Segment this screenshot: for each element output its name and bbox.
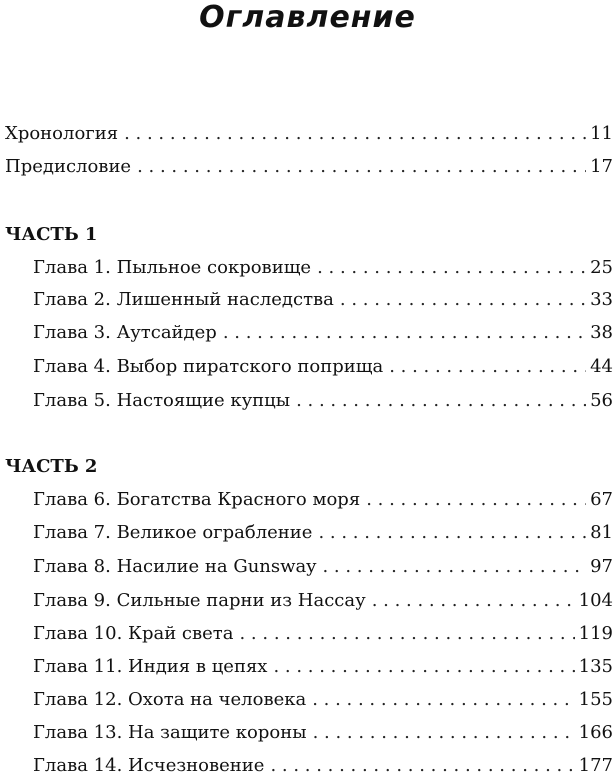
dot-leader [137,156,586,178]
dot-leader [273,656,574,678]
toc-entry-label: Глава 9. Сильные парни из Нассау [33,590,366,611]
toc-entry-page: 33 [590,289,613,310]
dot-leader [372,590,575,612]
toc-entry-label: Глава 10. Край света [33,623,234,644]
toc-entry-page: 67 [590,489,613,510]
page-title: Оглавление [199,0,416,35]
part-heading: ЧАСТЬ 1 [5,224,98,245]
toc-entry-chapter[interactable] [33,656,613,678]
toc-entry-page: 44 [590,356,613,377]
toc-entry-label: Глава 5. Настоящие купцы [33,390,291,411]
toc-entry-label: Глава 8. Насилие на Gunsway [33,556,317,577]
toc-entry-chapter[interactable] [33,755,613,777]
dot-leader [322,556,586,578]
toc-entry-chapter[interactable] [33,722,613,744]
toc-entry-chapter[interactable] [33,689,613,711]
toc-entry-chapter[interactable] [33,356,613,378]
toc-entry-chapter[interactable] [33,390,613,412]
toc-entry-page: 177 [578,755,613,776]
toc-entry-label: Предисловие [5,156,132,177]
toc-entry-page: 135 [578,656,613,677]
part-heading: ЧАСТЬ 2 [5,456,98,477]
toc-entry-chapter[interactable] [33,489,613,511]
dot-leader [223,322,586,344]
toc-entry-page: 104 [578,590,613,611]
toc-entry-label: Глава 14. Исчезновение [33,755,265,776]
dot-leader [317,257,586,279]
toc-entry-label: Глава 3. Аутсайдер [33,322,217,343]
dot-leader [366,489,586,511]
dot-leader [389,356,586,378]
toc-entry-page: 25 [590,257,613,278]
toc-entry-chapter[interactable] [33,289,613,311]
toc-entry-page: 97 [590,556,613,577]
toc-entry-label: Глава 6. Богатства Красного моря [33,489,361,510]
toc-entry-label: Глава 4. Выбор пиратского поприща [33,356,384,377]
toc-entry-page: 17 [590,156,613,177]
dot-leader [313,722,575,744]
dot-leader [340,289,586,311]
toc-entry-label: Глава 2. Лишенный наследства [33,289,334,310]
dot-leader [270,755,574,777]
toc-entry-label: Хронология [5,123,119,144]
toc-entry-page: 38 [590,322,613,343]
toc-entry-page: 155 [578,689,613,710]
toc-entry-label: Глава 13. На защите короны [33,722,307,743]
toc-entry-preface[interactable] [5,156,613,178]
toc-entry-label: Глава 12. Охота на человека [33,689,307,710]
toc-entry-chapter[interactable] [33,623,613,645]
toc-entry-label: Глава 1. Пыльное сокровище [33,257,312,278]
dot-leader [318,522,586,544]
dot-leader [296,390,586,412]
dot-leader [124,123,586,145]
toc-entry-page: 119 [578,623,613,644]
toc-entry-chapter[interactable] [33,522,613,544]
toc-entry-chronology[interactable] [5,123,613,145]
toc-entry-chapter[interactable] [33,556,613,578]
toc-entry-page: 81 [590,522,613,543]
toc-entry-page: 56 [590,390,613,411]
toc-entry-page: 11 [590,123,613,144]
toc-entry-chapter[interactable] [33,322,613,344]
toc-entry-label: Глава 11. Индия в цепях [33,656,268,677]
dot-leader [239,623,574,645]
toc-entry-label: Глава 7. Великое ограбление [33,522,313,543]
toc-entry-page: 166 [578,722,613,743]
toc-entry-chapter[interactable] [33,590,613,612]
dot-leader [312,689,574,711]
toc-entry-chapter[interactable] [33,257,613,279]
